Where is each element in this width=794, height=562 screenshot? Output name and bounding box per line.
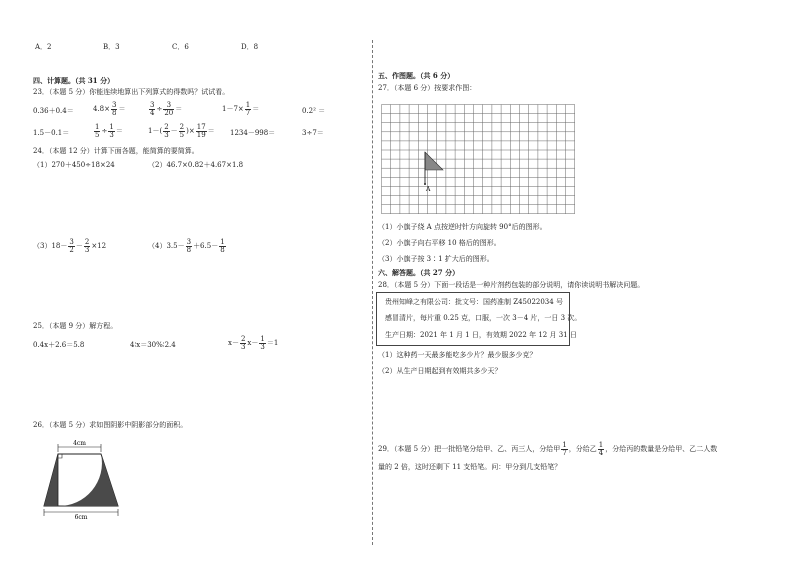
q24-title: 24．（本题 12 分）计算下面各题，能简算的要简算。 — [33, 147, 199, 155]
q25-e1: 0.4x＋2.6＝5.8 — [33, 341, 85, 349]
q23-r1-c3: $\frac{3}{4}$ ÷ $\frac{3}{20}$ ＝ — [150, 101, 183, 117]
q24-p2: （2）46.7×0.82＋4.67×1.8 — [148, 161, 244, 169]
point-a-label: A — [426, 186, 431, 193]
q25-title: 25．（本题 9 分）解方程。 — [33, 322, 118, 330]
q23-r2-c5: 3÷7＝ — [302, 129, 324, 137]
q23-r2-c3: 1－( $\frac{2}{3}$ － $\frac{2}{5}$ )× $\frac{17}{19}$ ＝ — [148, 123, 215, 139]
point-a — [424, 183, 426, 185]
q24-p1: （1）270＋450÷18×24 — [33, 161, 115, 169]
medicine-info-box — [376, 292, 582, 346]
top-dimension-label: 4cm — [73, 440, 86, 447]
q24-p3: （3）18－ $\frac{3}{2}$ － $\frac{2}{3}$ ×12 — [33, 238, 107, 254]
box-line-2: 感冒清片，每片重 0.25 克，口服，一次 3－4 片，一日 3 次。 — [385, 314, 582, 322]
q23-r1-c4: 1－7× $\frac{1}{7}$ ＝ — [222, 101, 260, 117]
q23-r1-c5: 0.2² ＝ — [302, 107, 326, 115]
trapezoid-figure — [40, 438, 130, 520]
q23-r2-c2: $\frac{1}{5}$ ÷ $\frac{1}{3}$ ＝ — [95, 123, 123, 139]
q27-title: 27．（本题 6 分）按要求作图： — [378, 84, 477, 92]
bottom-dimension-label: 6cm — [74, 514, 88, 520]
section5-title: 五、作图题。（共 6 分） — [378, 71, 455, 80]
q27-s1: （1）小旗子绕 A 点按逆时针方向旋转 90°后的图形。 — [378, 223, 547, 231]
flag-triangle — [425, 152, 443, 170]
choice-c: C．6 — [172, 43, 189, 51]
q23-r1-c2: 4.8× $\frac{3}{8}$ ＝ — [93, 101, 126, 117]
q28-s2: （2）从生产日期起到有效期共多少天？ — [378, 367, 502, 375]
q25-e3: x－ $\frac{2}{3}$ x－ $\frac{1}{3}$ ＝1 — [228, 335, 279, 351]
section4-title: 四、计算题。（共 31 分） — [33, 76, 115, 85]
choice-d: D．8 — [241, 43, 259, 51]
section6-title: 六、解答题。（共 27 分） — [378, 268, 460, 277]
right-shaded-area — [58, 454, 118, 506]
box-line-1: 贵州知峰之有限公司：批文号：国药准制 Z45022034 号 — [385, 298, 563, 306]
q23-title: 23．（本题 5 分）你能连续地算出下列算式的得数吗？试试看。 — [33, 88, 230, 96]
q26-title: 26．（本题 5 分）求如图阴影中阴影部分的面积。 — [33, 421, 188, 429]
box-line-3: 生产日期：2021 年 1 月 1 日，有效期 2022 年 12 月 31 日 — [385, 331, 577, 339]
q24-p4: （4）3.5－ $\frac{3}{8}$ ＋6.5－ $\frac{1}{8}$ — [148, 238, 225, 254]
q25-e2: 4∶x＝30%∶2.4 — [130, 341, 176, 349]
column-divider — [372, 40, 373, 545]
drawing-grid — [381, 104, 575, 216]
q23-r2-c4: 1234－998＝ — [230, 129, 276, 137]
q28-title: 28．（本题 5 分）下面一段话是一种片剂药包装的部分说明，请你读说明书解决问题。 — [378, 281, 645, 289]
q27-s2: （2）小旗子向右平移 10 格后的图形。 — [378, 239, 501, 247]
q28-s1: （1）这种药一天最多能吃多少片？最少服多少克？ — [378, 351, 537, 359]
choice-a: A．2 — [35, 43, 52, 51]
q29-line2: 量的 2 倍，这时还剩下 11 支铅笔。问：甲分到几支铅笔？ — [378, 463, 562, 471]
q23-r2-c1: 1.5－0.1＝ — [33, 129, 70, 137]
q29-line1: 29．（本题 5 分）把一批铅笔分给甲、乙、丙三人，分给甲 $\frac{1}{7}$ ，分给乙 $\frac{1}{4}$ ，分给丙的数量是分给甲、乙二人数 — [378, 441, 718, 457]
q23-r1-c1: 0.36＋0.4＝ — [33, 107, 74, 115]
choice-b: B．3 — [103, 43, 120, 51]
q27-s3: （3）小旗子按 3∶1 扩大后的图形。 — [378, 255, 494, 263]
